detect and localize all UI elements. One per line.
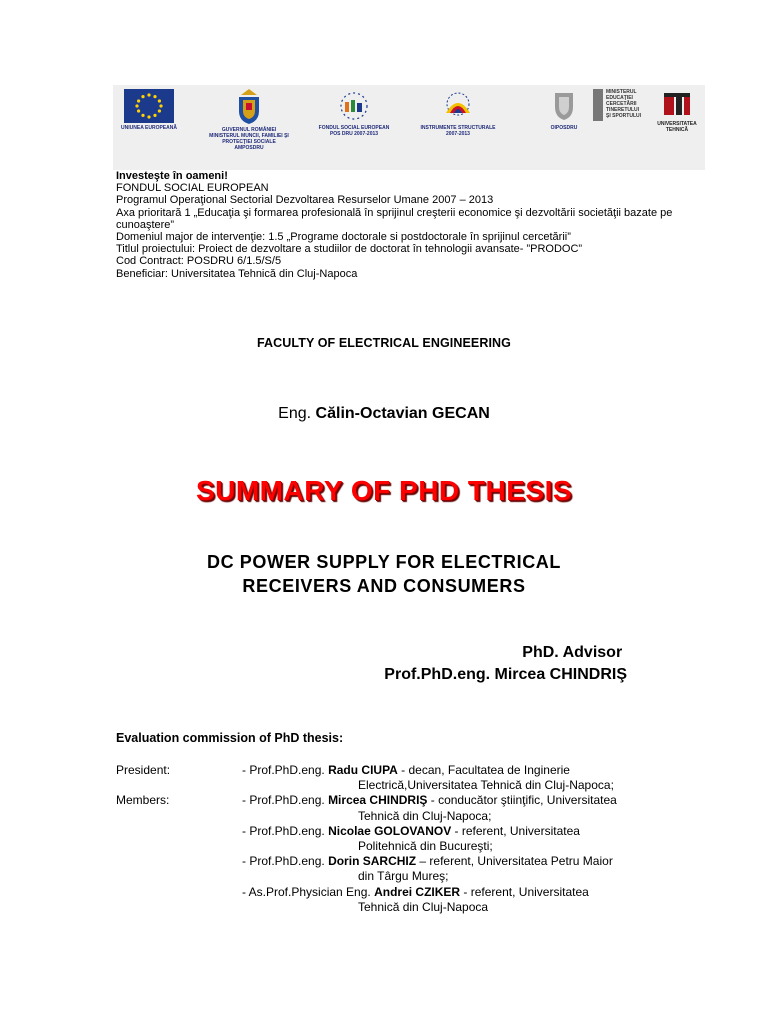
fse-logo bbox=[309, 89, 399, 137]
entry-role: - conducător ştiinţific, Universitatea bbox=[427, 793, 617, 808]
role-members: Members: bbox=[116, 793, 170, 808]
operational-program: Programul Operaţional Sectorial Dezvoltarea Resurselor Umane 2007 – 2013 bbox=[116, 194, 494, 207]
entry-prefix: - As.Prof.Physician Eng. bbox=[242, 884, 371, 899]
fse-icon bbox=[337, 89, 371, 123]
contract-code: Cod Contract: POSDRU 6/1.5/S/5 bbox=[116, 255, 282, 268]
faculty-name: FACULTY OF ELECTRICAL ENGINEERING bbox=[256, 336, 511, 350]
coat-of-arms-icon bbox=[237, 89, 261, 125]
entry-role-cont: Tehnică din Cluj-Napoca bbox=[358, 899, 489, 914]
government-logo bbox=[199, 89, 299, 151]
ministry-crest-icon bbox=[593, 89, 603, 121]
structural-instruments-icon bbox=[438, 89, 478, 123]
logo-caption: INSTRUMENTE STRUCTURALE 2007-2013 bbox=[420, 125, 496, 137]
beneficiary: Beneficiar: Universitatea Tehnică din Cluj-Napoca bbox=[116, 267, 358, 280]
thesis-subtitle bbox=[0, 550, 768, 598]
commission-entry bbox=[116, 854, 676, 884]
entry-role: - referent, Universitatea bbox=[451, 823, 580, 838]
commission-list bbox=[116, 763, 676, 915]
eu-flag-icon bbox=[124, 89, 174, 123]
author bbox=[0, 405, 768, 423]
commission-entry bbox=[116, 824, 676, 854]
document-title: SUMMARY OF PHD THESIS bbox=[195, 475, 573, 506]
oiposdru-logo bbox=[539, 89, 589, 131]
entry-name: Mircea CHINDRIŞ bbox=[328, 793, 428, 808]
eu-logo bbox=[119, 89, 179, 131]
instrumente-structurale-logo bbox=[413, 89, 503, 137]
commission-entry bbox=[116, 763, 676, 793]
entry-prefix: - Prof.PhD.eng. bbox=[242, 854, 325, 869]
utcn-icon bbox=[662, 89, 692, 119]
entry-name: Dorin SARCHIZ bbox=[328, 854, 417, 869]
intervention-domain: Domeniul major de intervenţie: 1.5 „Programe doctorale si postdoctorale în sprijinul cercetării” bbox=[116, 231, 571, 244]
entry-role: - referent, Universitatea bbox=[460, 884, 589, 899]
logo-caption: OIPOSDRU bbox=[550, 125, 578, 131]
entry-role-cont: Politehnică din Bucureşti; bbox=[358, 839, 493, 854]
slogan: Investeşte în oameni! bbox=[116, 170, 228, 182]
advisor-name: Prof.PhD.eng. Mircea CHINDRIŞ bbox=[384, 666, 627, 683]
crest-icon bbox=[552, 89, 576, 123]
entry-prefix: - Prof.PhD.eng. bbox=[242, 793, 325, 808]
commission-entry bbox=[116, 793, 676, 823]
commission-heading: Evaluation commission of PhD thesis: bbox=[116, 731, 344, 745]
entry-role-cont: Tehnică din Cluj-Napoca; bbox=[358, 808, 492, 823]
utcn-logo bbox=[649, 89, 705, 133]
logo-caption: UNIUNEA EUROPEANĂ bbox=[121, 125, 177, 131]
logo-caption: GUVERNUL ROMÂNIEI MINISTERUL MUNCII, FAMILIEI ŞI PROTECŢIEI SOCIALE AMPOSDRU bbox=[209, 127, 289, 151]
entry-role: - decan, Facultatea de Inginerie bbox=[397, 763, 570, 777]
logo-caption: FONDUL SOCIAL EUROPEAN POS DRU 2007-2013 bbox=[318, 125, 390, 137]
entry-name: Andrei CZIKER bbox=[374, 884, 461, 899]
entry-prefix: - Prof.PhD.eng. bbox=[242, 823, 325, 838]
subtitle-line-1: DC POWER SUPPLY FOR ELECTRICAL bbox=[206, 552, 562, 572]
logo-caption: UNIVERSITATEA TEHNICĂ bbox=[657, 121, 697, 133]
logo-banner bbox=[113, 85, 705, 170]
advisor bbox=[384, 642, 627, 686]
entry-role-cont: din Târgu Mureş; bbox=[358, 869, 449, 884]
program-info bbox=[116, 170, 676, 280]
logo-caption: MINISTERUL EDUCAŢIEI CERCETĂRII TINERETULUI ŞI SPORTULUI bbox=[606, 89, 642, 119]
entry-role: – referent, Universitatea Petru Maior bbox=[416, 854, 613, 869]
project-title: Titlul proiectului: Proiect de dezvoltare a studiilor de doctorat în tehnologii avansate- ”PRODOC” bbox=[116, 243, 583, 256]
role-president: President: bbox=[116, 763, 171, 777]
advisor-label: PhD. Advisor bbox=[522, 644, 623, 661]
author-name: Călin-Octavian GECAN bbox=[315, 405, 490, 422]
entry-name: Nicolae GOLOVANOV bbox=[328, 823, 452, 838]
author-prefix: Eng. bbox=[278, 405, 312, 422]
ministry-education-logo bbox=[593, 89, 649, 121]
entry-name: Radu CIUPA bbox=[328, 763, 398, 777]
fund-name: FONDUL SOCIAL EUROPEAN bbox=[116, 182, 269, 195]
priority-axis: Axa prioritară 1 „Educaţia şi formarea profesională în sprijinul creşterii economice şi dezvoltării societăţii bazate pe cunoaştere” bbox=[116, 206, 673, 231]
commission-entry bbox=[116, 885, 676, 915]
entry-role-cont: Electrică,Universitatea Tehnică din Cluj-Napoca; bbox=[358, 778, 614, 793]
entry-prefix: - Prof.PhD.eng. bbox=[242, 763, 325, 777]
subtitle-line-2: RECEIVERS AND CONSUMERS bbox=[242, 576, 526, 596]
